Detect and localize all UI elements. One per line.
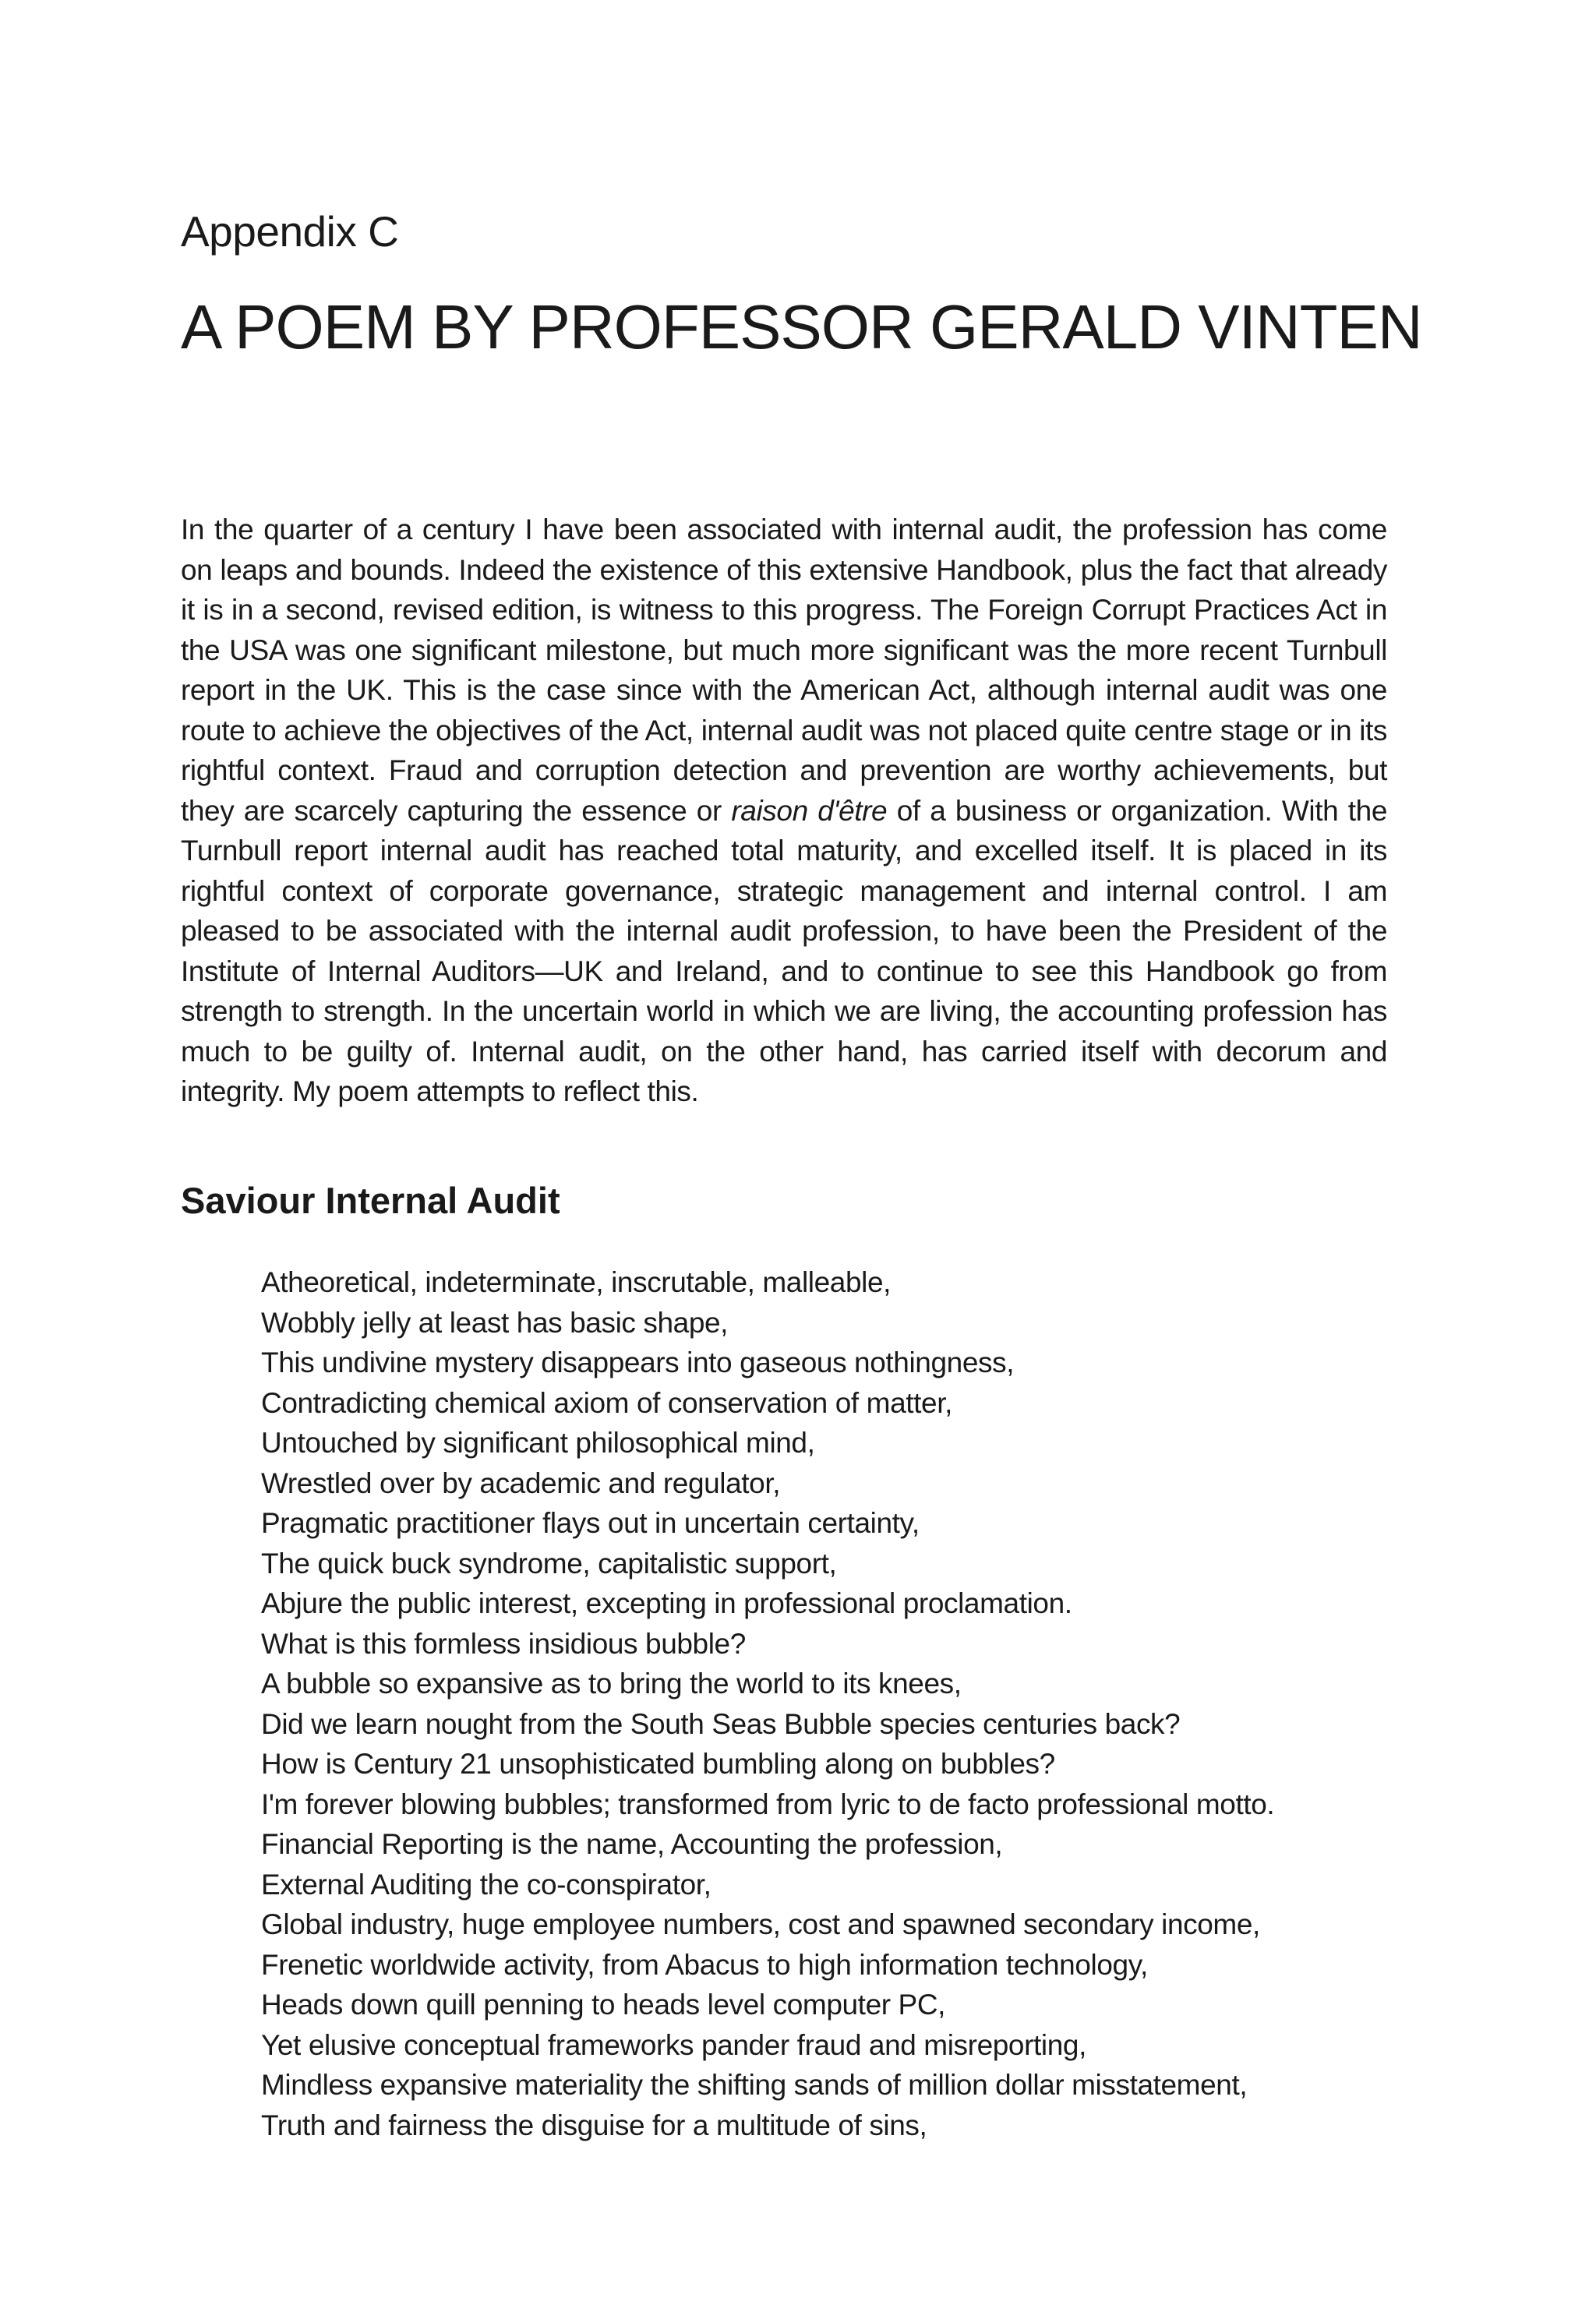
poem-line: Pragmatic practitioner flays out in uncertain certainty, (261, 1507, 920, 1539)
poem-line: How is Century 21 unsophisticated bumbling along on bubbles? (261, 1748, 1055, 1780)
poem-line: Did we learn nought from the South Seas Bubble species centuries back? (261, 1707, 1181, 1740)
poem-line: Untouched by significant philosophical mind, (261, 1427, 815, 1459)
intro-italic-phrase: raison d'être (731, 794, 888, 827)
poem-line: Heads down quill penning to heads level computer PC, (261, 1989, 946, 2021)
appendix-label: Appendix C (181, 207, 399, 256)
chapter-title: A POEM BY PROFESSOR GERALD VINTEN (181, 292, 1422, 362)
poem-line: Wobbly jelly at least has basic shape, (261, 1306, 729, 1339)
poem-line: Yet elusive conceptual frameworks pander fraud and misreporting, (261, 2028, 1086, 2061)
poem-line: Global industry, huge employee numbers, cost and spawned secondary income, (261, 1908, 1260, 1940)
poem-line: A bubble so expansive as to bring the world to its knees, (261, 1668, 962, 1700)
poem-line: The quick buck syndrome, capitalistic support, (261, 1547, 837, 1580)
intro-text-part-2: of a business or organization. With the Turnbull report internal audit has reached total maturity, and excelled itself. It is placed in its rightful context of corporate governance, strategic management and internal control. I am pleased to be associated with the internal audit profession, to have been the President of the Institute of Internal Auditors—UK and Ireland, and to continue to see this Handbook go from strength to strength. In the uncertain world in which we are living, the accounting profession has much to be guilty of. Internal audit, on the other hand, has carried itself with decorum and integrity. My poem attempts to reflect this. (181, 794, 1387, 1107)
intro-text-part-1: In the quarter of a century I have been associated with internal audit, the profession has come on leaps and bounds. Indeed the existence of this extensive Handbook, plus the fact that already it is in a second, revised edition, is witness to this progress. The Foreign Corrupt Practices Act in the USA was one significant milestone, but much more significant was the more recent Turnbull report in the UK. This is the case since with the American Act, although internal audit was one route to achieve the objectives of the Act, internal audit was not placed quite centre stage or in its rightful context. Fraud and corruption detection and prevention are worthy achievements, but they are scarcely capturing the essence or (181, 514, 1387, 827)
poem-line: External Auditing the co-conspirator, (261, 1868, 711, 1901)
poem-line: Financial Reporting is the name, Accounting the profession, (261, 1828, 1003, 1860)
poem-line: Wrestled over by academic and regulator, (261, 1467, 781, 1499)
poem-line: Truth and fairness the disguise for a multitude of sins, (261, 2109, 927, 2141)
poem-line: Contradicting chemical axiom of conservation of matter, (261, 1386, 952, 1419)
poem-line: What is this formless insidious bubble? (261, 1627, 746, 1660)
poem-line: Abjure the public interest, excepting in professional proclamation. (261, 1587, 1072, 1619)
poem-line: Mindless expansive materiality the shifting sands of million dollar misstatement, (261, 2069, 1248, 2101)
poem-title: Saviour Internal Audit (181, 1180, 560, 1221)
poem-line: Frenetic worldwide activity, from Abacus to high information technology, (261, 1948, 1148, 1981)
poem-line: This undivine mystery disappears into gaseous nothingness, (261, 1347, 1015, 1378)
intro-paragraph (181, 510, 1387, 1112)
poem-line: Atheoretical, indeterminate, inscrutable, malleable, (261, 1266, 892, 1298)
poem-lines (261, 1262, 1387, 2145)
poem-line: I'm forever blowing bubbles; transformed from lyric to de facto professional motto. (261, 1788, 1275, 1820)
